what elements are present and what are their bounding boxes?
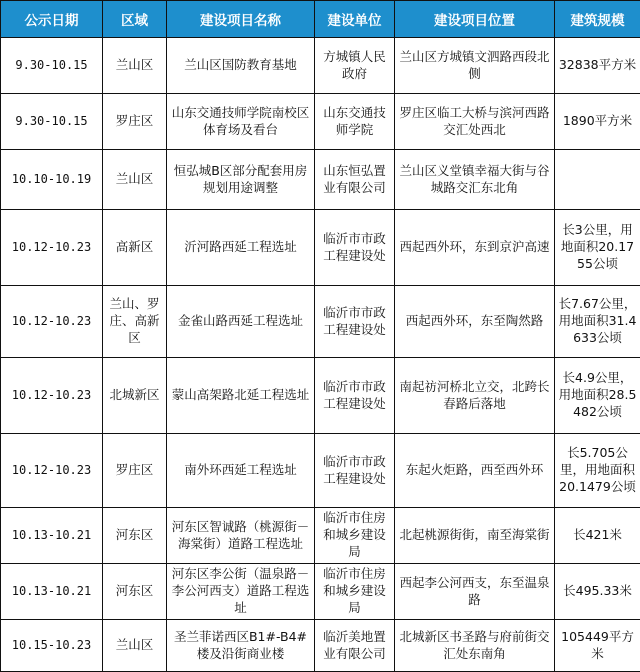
cell-project-name: 圣兰菲诺西区B1#-B4#楼及沿街商业楼 — [167, 620, 315, 672]
header-date: 公示日期 — [1, 1, 103, 38]
cell-project-name: 蒙山高架路北延工程选址 — [167, 358, 315, 434]
cell-location: 罗庄区临工大桥与滨河西路交汇处西北 — [395, 94, 555, 150]
cell-location: 西起西外环，东到京沪高速 — [395, 210, 555, 286]
cell-unit: 临沂美地置业有限公司 — [315, 620, 395, 672]
cell-date: 10.13-10.21 — [1, 564, 103, 620]
cell-project-name: 河东区智诚路（桃源街－海棠街）道路工程选址 — [167, 508, 315, 564]
cell-date: 10.10-10.19 — [1, 150, 103, 210]
cell-location: 西起西外环，东至陶然路 — [395, 286, 555, 358]
cell-area: 河东区 — [103, 564, 167, 620]
cell-scale: 长5.705公里，用地面积20.1479公顷 — [555, 434, 640, 508]
cell-area: 北城新区 — [103, 358, 167, 434]
table-row — [1, 150, 640, 210]
cell-unit: 山东交通技师学院 — [315, 94, 395, 150]
cell-area: 兰山区 — [103, 38, 167, 94]
cell-scale: 长3公里，用地面积20.1755公顷 — [555, 210, 640, 286]
cell-date: 10.12-10.23 — [1, 286, 103, 358]
cell-scale: 长495.33米 — [555, 564, 640, 620]
cell-project-name: 沂河路西延工程选址 — [167, 210, 315, 286]
cell-scale: 长4.9公里，用地面积28.5482公顷 — [555, 358, 640, 434]
cell-project-name: 山东交通技师学院南校区体育场及看台 — [167, 94, 315, 150]
cell-date: 10.12-10.23 — [1, 434, 103, 508]
table-row — [1, 358, 640, 434]
table-row — [1, 620, 640, 672]
cell-area: 高新区 — [103, 210, 167, 286]
cell-unit: 临沂市市政工程建设处 — [315, 286, 395, 358]
cell-date: 10.12-10.23 — [1, 210, 103, 286]
cell-area: 罗庄区 — [103, 94, 167, 150]
cell-unit: 方城镇人民政府 — [315, 38, 395, 94]
cell-date: 10.12-10.23 — [1, 358, 103, 434]
cell-unit: 临沂市市政工程建设处 — [315, 434, 395, 508]
cell-unit: 临沂市住房和城乡建设局 — [315, 564, 395, 620]
cell-unit: 临沂市市政工程建设处 — [315, 210, 395, 286]
cell-area: 兰山区 — [103, 620, 167, 672]
table-row — [1, 210, 640, 286]
header-scale: 建筑规模 — [555, 1, 640, 38]
cell-project-name: 恒弘城B区部分配套用房规划用途调整 — [167, 150, 315, 210]
table-row — [1, 38, 640, 94]
cell-unit: 临沂市市政工程建设处 — [315, 358, 395, 434]
header-location: 建设项目位置 — [395, 1, 555, 38]
table-row — [1, 94, 640, 150]
cell-area: 罗庄区 — [103, 434, 167, 508]
header-unit: 建设单位 — [315, 1, 395, 38]
cell-project-name: 兰山区国防教育基地 — [167, 38, 315, 94]
cell-scale: 长7.67公里，用地面积31.4633公顷 — [555, 286, 640, 358]
cell-location: 兰山区义堂镇幸福大街与谷城路交汇东北角 — [395, 150, 555, 210]
cell-area: 兰山、罗庄、高新区 — [103, 286, 167, 358]
cell-location: 南起祊河桥北立交，北跨长春路后落地 — [395, 358, 555, 434]
cell-scale: 长421米 — [555, 508, 640, 564]
cell-date: 9.30-10.15 — [1, 94, 103, 150]
cell-area: 河东区 — [103, 508, 167, 564]
cell-project-name: 金雀山路西延工程选址 — [167, 286, 315, 358]
header-area: 区域 — [103, 1, 167, 38]
table-row — [1, 508, 640, 564]
cell-location: 西起李公河西支，东至温泉路 — [395, 564, 555, 620]
cell-scale: 1890平方米 — [555, 94, 640, 150]
cell-unit: 山东恒弘置业有限公司 — [315, 150, 395, 210]
cell-date: 10.13-10.21 — [1, 508, 103, 564]
cell-location: 东起火炬路，西至西外环 — [395, 434, 555, 508]
cell-date: 10.15-10.23 — [1, 620, 103, 672]
cell-location: 北起桃源街街，南至海棠街 — [395, 508, 555, 564]
cell-scale — [555, 150, 640, 210]
table-row — [1, 286, 640, 358]
cell-scale: 105449平方米 — [555, 620, 640, 672]
header-row — [1, 1, 640, 38]
cell-date: 9.30-10.15 — [1, 38, 103, 94]
table-row — [1, 564, 640, 620]
cell-scale: 32838平方米 — [555, 38, 640, 94]
cell-project-name: 河东区李公街（温泉路－李公河西支）道路工程选址 — [167, 564, 315, 620]
cell-unit: 临沂市住房和城乡建设局 — [315, 508, 395, 564]
cell-area: 兰山区 — [103, 150, 167, 210]
table-row — [1, 434, 640, 508]
cell-location: 北城新区书圣路与府前街交汇处东南角 — [395, 620, 555, 672]
cell-project-name: 南外环西延工程选址 — [167, 434, 315, 508]
cell-location: 兰山区方城镇文泗路西段北侧 — [395, 38, 555, 94]
header-project-name: 建设项目名称 — [167, 1, 315, 38]
